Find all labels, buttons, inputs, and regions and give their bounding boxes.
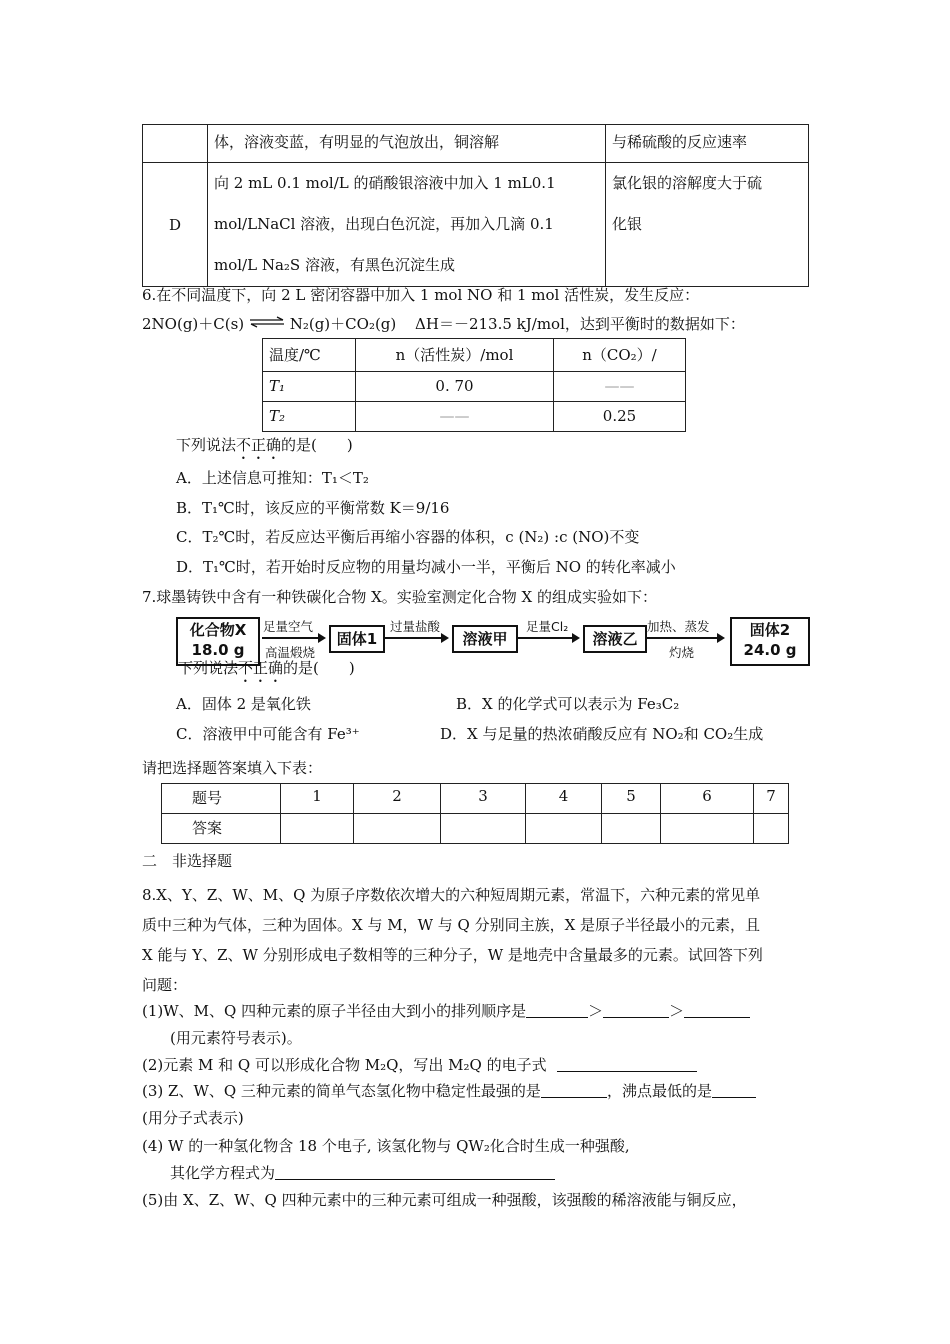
answer-table-label: 答案 [162,814,281,844]
flow-box-compound-x: 化合物X 18.0 g [176,617,260,666]
flow-box-solid-2: 固体2 24.0 g [730,617,810,666]
table-header-co2: n（CO₂）/ [554,339,686,372]
q7-option-c: C．溶液甲中可能含有 Fe³⁺ [176,725,360,743]
table-cell-conclusion-d: 氯化银的溶解度大于硫 化银 [606,163,809,287]
table-cell: —— [554,372,686,402]
answer-cell[interactable] [526,814,602,844]
q6-option-b: B．T₁℃时，该反应的平衡常数 K＝9/16 [176,499,450,517]
q6-equation: 2NO(g)＋C(s) N₂(g)＋CO₂(g) ΔH＝－213.5 kJ/mol，达到平衡时的数据如下： [142,315,745,333]
flow-box-solution-b: 溶液乙 [583,625,647,653]
q7-option-a: A．固体 2 是氧化铁 [176,695,311,713]
flow-box-solid-1: 固体1 [329,625,385,653]
q8-paragraph: 8.X、Y、Z、W、M、Q 为原子序数依次增大的六种短周期元素，常温下，六种元素的常见单 质中三种为气体，三种为固体。X 与 M，W 与 Q 分别同主族，X 是原子半径最小的元素，且 X 能与 Y、Z、W 分别形成电子数相等的三种分子，W 是地壳中含量最多的元素。试回答下列 问题： [142,886,763,994]
flow-label-hcl: 过量盐酸 [390,619,441,634]
answer-number: 7 [754,784,789,814]
q6-prompt: 下列说法不正确的是( ) [176,436,353,454]
table-cell-label-empty [143,125,208,163]
q8-sub4-eq: 其化学方程式为 [170,1162,555,1183]
flow-arrow-3 [518,637,578,639]
flow-label-calcine: 高温煅烧 [265,645,316,660]
q6-stem: 6.在不同温度下，向 2 L 密闭容器中加入 1 mol NO 和 1 mol 活性炭，发生反应： [142,286,700,304]
q6-option-c: C．T₂℃时，若反应达平衡后再缩小容器的体积，c (N₂) :c (NO)不变 [176,528,640,546]
flow-box-solution-a: 溶液甲 [452,625,518,653]
answer-blank[interactable] [684,1003,750,1018]
answer-number: 1 [281,784,354,814]
q8-sub2: (2)元素 M 和 Q 可以形成化合物 M₂Q，写出 M₂Q 的电子式 [142,1054,697,1075]
table-cell-phenomenon: 体，溶液变蓝，有明显的气泡放出，铜溶解 [208,125,606,163]
table-cell: 0.25 [554,402,686,432]
flow-arrow-4 [647,637,723,639]
answer-blank[interactable] [603,1003,669,1018]
answer-blank[interactable] [541,1083,607,1098]
table-cell: 0. 70 [356,372,554,402]
answer-blank[interactable] [275,1165,555,1180]
flow-label-ignite: 灼烧 [669,645,695,660]
answer-cell[interactable] [281,814,354,844]
flow-arrow-1 [262,637,324,639]
answer-number: 4 [526,784,602,814]
table-header-carbon: n（活性炭）/mol [356,339,554,372]
q6-data-table [262,338,686,432]
q8-sub3: (3) Z、W、Q 三种元素的简单气态氢化物中稳定性最强的是 ，沸点最低的是 [142,1080,756,1101]
answer-cell[interactable] [661,814,754,844]
q6-option-d: D．T₁℃时，若开始时反应物的用量均减小一半，平衡后 NO 的转化率减小 [176,558,676,576]
q7-option-b: B．X 的化学式可以表示为 Fe₃C₂ [456,695,680,713]
q8-sub3-note: (用分子式表示) [142,1109,244,1127]
answer-blank[interactable] [712,1083,756,1098]
q7-stem: 7.球墨铸铁中含有一种铁碳化合物 X。实验室测定化合物 X 的组成实验如下： [142,588,657,606]
answer-blank[interactable] [557,1057,697,1072]
answer-cell[interactable] [354,814,441,844]
equilibrium-arrow-icon [249,316,285,328]
table-cell: T₂ [263,402,356,432]
table-cell: —— [356,402,554,432]
answer-number: 2 [354,784,441,814]
q8-sub1-note: (用元素符号表示)。 [170,1029,302,1047]
table-cell-conclusion: 与稀硫酸的反应速率 [606,125,809,163]
answer-cell[interactable] [754,814,789,844]
q7-option-d: D．X 与足量的热浓硝酸反应有 NO₂和 CO₂生成 [440,725,764,743]
table-header-temp: 温度/℃ [263,339,356,372]
experiment-table [142,124,809,287]
q8-sub1: (1)W、M、Q 四种元素的原子半径由大到小的排列顺序是 ＞ ＞ [142,1000,750,1021]
q6-option-a: A．上述信息可推知：T₁＜T₂ [176,469,369,487]
answer-table [161,783,789,844]
flow-label-heat: 加热、蒸发 [647,619,710,634]
answer-cell[interactable] [602,814,661,844]
table-cell-label-d: D [143,163,208,287]
answer-table-label: 题号 [162,784,281,814]
answer-cell[interactable] [441,814,526,844]
answer-number: 3 [441,784,526,814]
answer-number: 5 [602,784,661,814]
answer-blank[interactable] [526,1003,588,1018]
answer-number: 6 [661,784,754,814]
q7-prompt: 下列说法不正确的是( ) [178,659,355,677]
flow-label-air: 足量空气 [263,619,314,634]
flow-label-cl2: 足量Cl₂ [526,619,569,634]
flow-arrow-2 [385,637,447,639]
section-heading: 二 非选择题 [142,852,233,870]
answer-table-intro: 请把选择题答案填入下表： [142,759,323,777]
q8-sub4: (4) W 的一种氢化物含 18 个电子, 该氢化物与 QW₂化合时生成一种强酸, [142,1137,630,1155]
table-cell-phenomenon-d: 向 2 mL 0.1 mol/L 的硝酸银溶液中加入 1 mL0.1 mol/LNaCl 溶液，出现白色沉淀，再加入几滴 0.1 mol/L Na₂S 溶液，有黑色沉淀生成 [208,163,606,287]
table-cell: T₁ [263,372,356,402]
q8-sub5: (5)由 X、Z、W、Q 四种元素中的三种元素可组成一种强酸，该强酸的稀溶液能与铜反应， [142,1191,747,1209]
